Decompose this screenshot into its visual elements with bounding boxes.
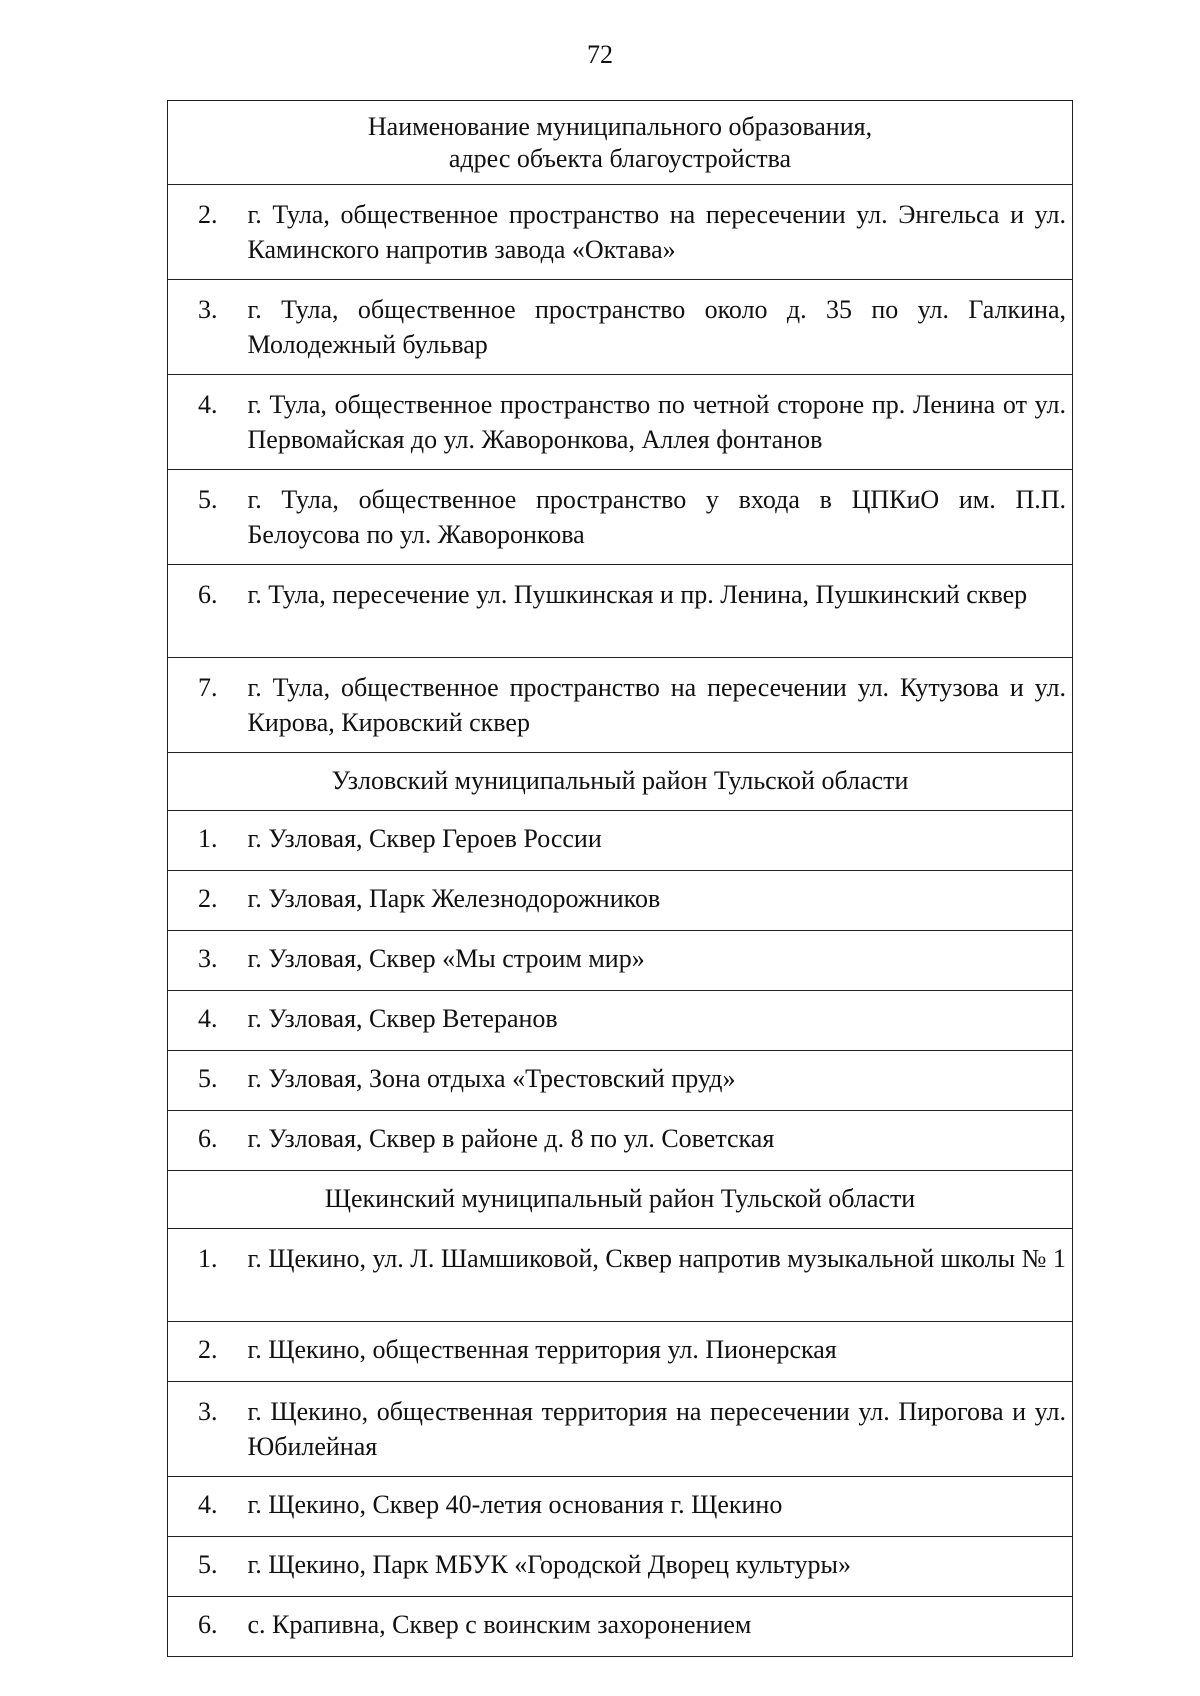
- table-header-row: [168, 101, 1073, 185]
- table-row: [168, 1477, 1073, 1537]
- section-heading-uzlovsky: [168, 753, 1073, 811]
- row-number: 3.: [168, 931, 246, 991]
- row-number: 4.: [168, 375, 246, 470]
- row-number: 5.: [168, 1051, 246, 1111]
- row-number: 3.: [168, 1382, 246, 1477]
- table-row: [168, 871, 1073, 931]
- row-number: 2.: [168, 1322, 246, 1382]
- row-number: 1.: [168, 811, 246, 871]
- table-row: [168, 811, 1073, 871]
- row-address: г. Узловая, Зона отдыха «Трестовский пруд»: [246, 1051, 1073, 1111]
- row-address: г. Узловая, Сквер в районе д. 8 по ул. Советская: [246, 1111, 1073, 1171]
- section-title: Щекинский муниципальный район Тульской области: [168, 1171, 1073, 1229]
- table-row: [168, 565, 1073, 658]
- table-row: [168, 185, 1073, 280]
- table-row: [168, 1051, 1073, 1111]
- table-row: [168, 1111, 1073, 1171]
- row-address: г. Узловая, Сквер Героев России: [246, 811, 1073, 871]
- row-address: г. Узловая, Парк Железнодорожников: [246, 871, 1073, 931]
- objects-table: [167, 100, 1073, 1657]
- row-address: г. Щекино, Парк МБУК «Городской Дворец культуры»: [246, 1537, 1073, 1597]
- row-number: 6.: [168, 1111, 246, 1171]
- table-header-line-1: Наименование муниципального образования,: [367, 112, 873, 141]
- row-address: г. Тула, общественное пространство на пересечении ул. Энгельса и ул. Каминского напротив завода «Октава»: [246, 185, 1073, 280]
- row-number: 4.: [168, 991, 246, 1051]
- row-number: 6.: [168, 1597, 246, 1657]
- row-address: г. Узловая, Сквер Ветеранов: [246, 991, 1073, 1051]
- table-row: [168, 1537, 1073, 1597]
- table-header-line-2: адрес объекта благоустройства: [448, 144, 792, 173]
- page-number: 72: [587, 40, 613, 69]
- row-number: 6.: [168, 565, 246, 658]
- row-address: г. Щекино, общественная территория на пересечении ул. Пирогова и ул. Юбилейная: [246, 1382, 1073, 1477]
- table-row: [168, 1322, 1073, 1382]
- row-address: г. Узловая, Сквер «Мы строим мир»: [246, 931, 1073, 991]
- row-number: 4.: [168, 1477, 246, 1537]
- table-row: [168, 280, 1073, 375]
- table-row: [168, 931, 1073, 991]
- row-number: 5.: [168, 1537, 246, 1597]
- row-address: г. Щекино, Сквер 40-летия основания г. Щекино: [246, 1477, 1073, 1537]
- row-address: г. Тула, общественное пространство около д. 35 по ул. Галкина, Молодежный бульвар: [246, 280, 1073, 375]
- row-number: 2.: [168, 871, 246, 931]
- row-address: г. Тула, общественное пространство у входа в ЦПКиО им. П.П. Белоусова по ул. Жаворонкова: [246, 470, 1073, 565]
- row-number: 7.: [168, 658, 246, 753]
- row-number: 3.: [168, 280, 246, 375]
- table-header: [168, 101, 1073, 185]
- table-row: [168, 1229, 1073, 1322]
- row-address: г. Тула, пересечение ул. Пушкинская и пр. Ленина, Пушкинский сквер: [246, 565, 1073, 658]
- section-title: Узловский муниципальный район Тульской области: [168, 753, 1073, 811]
- table-row: [168, 375, 1073, 470]
- table-row: [168, 658, 1073, 753]
- table-row: [168, 1597, 1073, 1657]
- section-heading-shchekinsky: [168, 1171, 1073, 1229]
- row-address: с. Крапивна, Сквер с воинским захоронением: [246, 1597, 1073, 1657]
- table-row: [168, 991, 1073, 1051]
- row-number: 5.: [168, 470, 246, 565]
- row-number: 2.: [168, 185, 246, 280]
- row-address: г. Тула, общественное пространство по четной стороне пр. Ленина от ул. Первомайская до ул. Жаворонкова, Аллея фонтанов: [246, 375, 1073, 470]
- row-address: г. Щекино, ул. Л. Шамшиковой, Сквер напротив музыкальной школы № 1: [246, 1229, 1073, 1322]
- table-row: [168, 470, 1073, 565]
- row-address: г. Тула, общественное пространство на пересечении ул. Кутузова и ул. Кирова, Кировский сквер: [246, 658, 1073, 753]
- table-row: [168, 1382, 1073, 1477]
- row-number: 1.: [168, 1229, 246, 1322]
- row-address: г. Щекино, общественная территория ул. Пионерская: [246, 1322, 1073, 1382]
